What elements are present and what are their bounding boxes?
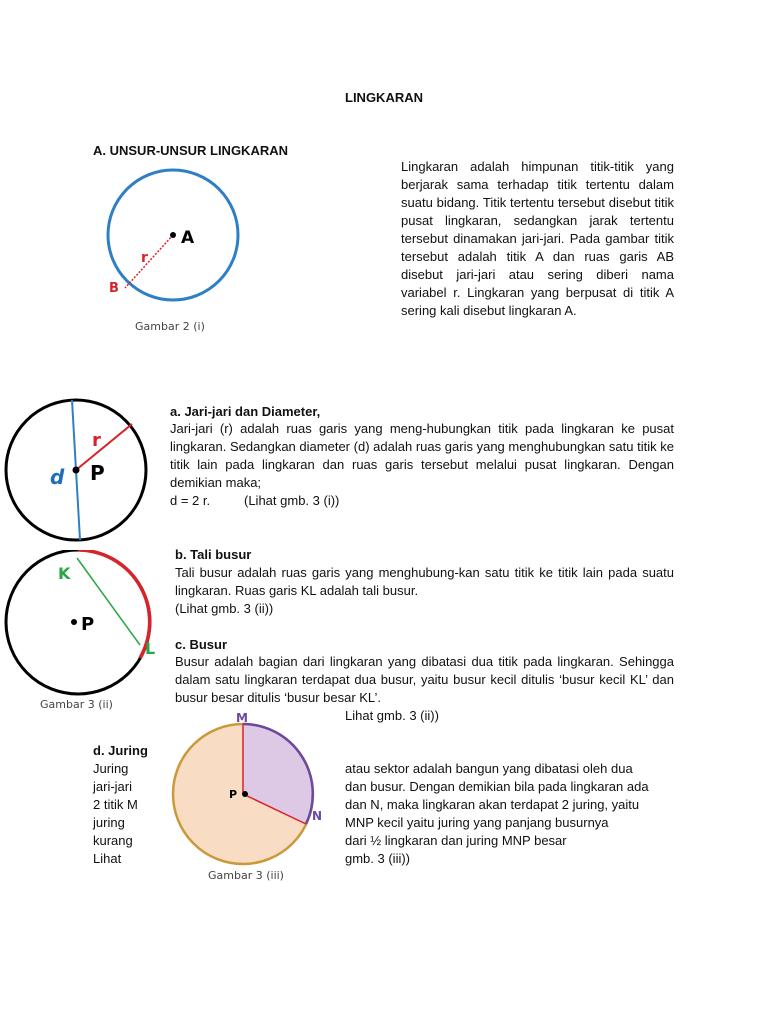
sub-d-right-line: dan busur. Dengan demikian bila pada lingkaran ada: [345, 779, 649, 794]
center-point-p: [73, 467, 80, 474]
sub-d-left-line: Lihat: [93, 851, 122, 866]
sub-d-right-line: dari ½ lingkaran dan juring MNP besar: [345, 833, 567, 848]
label-p-3: P: [229, 788, 238, 801]
center-point-p-2: [71, 619, 77, 625]
sub-b-paragraph: Tali busur adalah ruas garis yang menghubung-kan satu titik ke titik lain pada suatu lingkaran. Ruas garis KL adalah tali busur.: [175, 565, 674, 598]
sub-b-heading: b. Tali busur: [175, 547, 252, 562]
sub-d-heading: d. Juring: [93, 743, 148, 758]
caption-gambar-3iii: Gambar 3 (iii): [208, 869, 284, 882]
center-point-a: [170, 232, 176, 238]
label-b: B: [109, 281, 119, 296]
radius-ab-line: [125, 235, 173, 288]
label-r: r: [141, 250, 148, 266]
caption-gambar-3ii: Gambar 3 (ii): [40, 698, 113, 711]
sub-c-heading: c. Busur: [175, 637, 228, 652]
sub-c-paragraph: Busur adalah bagian dari lingkaran yang dibatasi dua titik pada lingkaran. Sehingga dalam satu lingkaran terdapat dua busur, yaitu busur kecil ditulis ‘busur kecil KL’ dan busur besar ditulis ‘busur besar KL’.: [175, 654, 674, 705]
label-l: L: [145, 639, 156, 658]
page-title: LINGKARAN: [345, 90, 423, 105]
label-p-2: P: [81, 614, 95, 635]
sub-b-reference: (Lihat gmb. 3 (ii)): [175, 601, 274, 616]
figure-sector: [170, 706, 340, 886]
label-d: d: [50, 465, 65, 489]
center-point-p-3: [242, 791, 248, 797]
sub-a-paragraph: Jari-jari (r) adalah ruas garis yang meng-hubungkan titik pada lingkaran ke pusat lingkaran. Sedangkan diameter (d) adalah ruas garis yang menghubungkan satu titik ke titik lain pada lingkaran dan ruas garis tersebut melalui pusat lingkaran. Dengan demikian maka;: [170, 421, 674, 490]
sub-a-formula: d = 2 r.: [170, 493, 211, 508]
sub-a-reference: (Lihat gmb. 3 (i)): [244, 493, 340, 508]
minor-arc-kl: [78, 550, 150, 658]
sub-c-reference: Lihat gmb. 3 (ii)): [345, 708, 439, 723]
sub-d-right-column: [345, 760, 675, 868]
sub-d-right-line: dan N, maka lingkaran akan terdapat 2 juring, yaitu: [345, 797, 640, 812]
label-m: M: [236, 711, 248, 725]
sub-a-heading: a. Jari-jari dan Diameter,: [170, 404, 321, 419]
label-n: N: [312, 809, 323, 823]
figure-chord: [0, 550, 170, 715]
section-a-heading: A. UNSUR-UNSUR LINGKARAN: [93, 143, 288, 158]
sub-d-left-line: 2 titik M: [93, 797, 138, 812]
sub-d-right-line: gmb. 3 (iii)): [345, 851, 411, 866]
caption-gambar-2i: Gambar 2 (i): [135, 320, 205, 333]
figure-circle-a: [95, 168, 255, 338]
sub-d-left-line: Juring: [93, 761, 129, 776]
label-p: P: [90, 461, 105, 485]
label-r-2: r: [92, 430, 101, 451]
figure-diameter: [0, 398, 160, 546]
sub-d-left-line: juring: [93, 815, 125, 830]
sub-d-left-column: [93, 760, 157, 868]
section-a-paragraph: Lingkaran adalah himpunan titik-titik yang berjarak sama terhadap titik tertentu dalam suatu bidang. Titik tertentu tersebut disebut titik pusat lingkaran, sedangkan jarak tertentu tersebut dinamakan jari-jari. Pada gambar titik tersebut adalah titik A dan ruas garis AB disebut jari-jari atau sering diberi nama variabel r. Lingkaran yang berpusat di titik A sering kali disebut lingkaran A.: [401, 159, 674, 318]
sub-d-left-line: kurang: [93, 833, 133, 848]
label-k: K: [58, 564, 71, 583]
sub-d-left-line: jari-jari: [93, 779, 132, 794]
label-a: A: [181, 228, 195, 248]
sub-d-right-line: atau sektor adalah bangun yang dibatasi oleh dua: [345, 761, 633, 776]
sub-d-right-line: MNP kecil yaitu juring yang panjang busurnya: [345, 815, 609, 830]
